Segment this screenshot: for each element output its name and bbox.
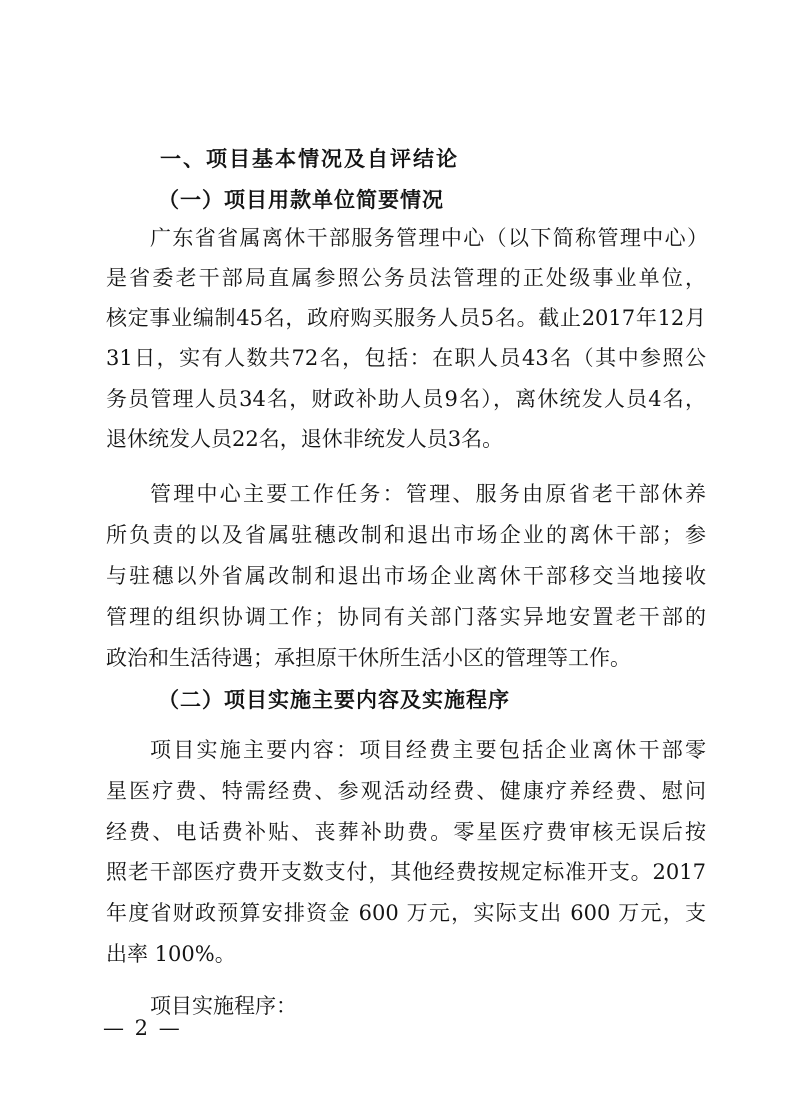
subsection-title-1: （一）项目用款单位简要情况 bbox=[158, 187, 444, 212]
paragraph-line: 务员管理人员34名，财政补助人员9名），离休统发人员4名， bbox=[106, 387, 706, 411]
paragraph-line: 照老干部医疗费开支数支付，其他经费按规定标准开支。2017 bbox=[106, 860, 706, 884]
paragraph-line: 退休统发人员22名，退休非统发人员3名。 bbox=[106, 427, 504, 451]
paragraph-line: 经费、电话费补贴、丧葬补助费。零星医疗费审核无误后按 bbox=[106, 820, 706, 844]
subsection-title-2: （二）项目实施主要内容及实施程序 bbox=[158, 687, 510, 712]
section-heading: 一、项目基本情况及自评结论 bbox=[160, 147, 459, 171]
paragraph-line: 31日，实有人数共72名，包括：在职人员43名（其中参照公 bbox=[106, 346, 706, 370]
paragraph-line: 年度省财政预算安排资金 600 万元，实际支出 600 万元，支 bbox=[106, 901, 706, 925]
paragraph-line: 与驻穗以外省属改制和退出市场企业离休干部移交当地接收 bbox=[106, 564, 706, 588]
page-number: — 2 — bbox=[103, 1016, 182, 1040]
paragraph-line: 是省委老干部局直属参照公务员法管理的正处级事业单位， bbox=[106, 266, 706, 290]
paragraph-line: 核定事业编制45名，政府购买服务人员5名。截止2017年12月 bbox=[106, 306, 706, 330]
paragraph-line: 管理的组织协调工作；协同有关部门落实异地安置老干部的 bbox=[106, 605, 706, 629]
paragraph-line: 所负责的以及省属驻穗改制和退出市场企业的离休干部；参 bbox=[106, 523, 706, 547]
paragraph-line: 项目实施主要内容：项目经费主要包括企业离休干部零 bbox=[150, 738, 706, 762]
paragraph-line: 广东省省属离休干部服务管理中心（以下简称管理中心） bbox=[150, 226, 708, 250]
paragraph-line: 管理中心主要工作任务：管理、服务由原省老干部休养 bbox=[150, 482, 706, 506]
paragraph-line: 政治和生活待遇；承担原干休所生活小区的管理等工作。 bbox=[106, 646, 631, 670]
paragraph-line: 出率 100%。 bbox=[106, 942, 236, 966]
paragraph-line: 星医疗费、特需经费、参观活动经费、健康疗养经费、慰问 bbox=[106, 779, 706, 803]
paragraph-line: 项目实施程序： bbox=[150, 994, 297, 1018]
